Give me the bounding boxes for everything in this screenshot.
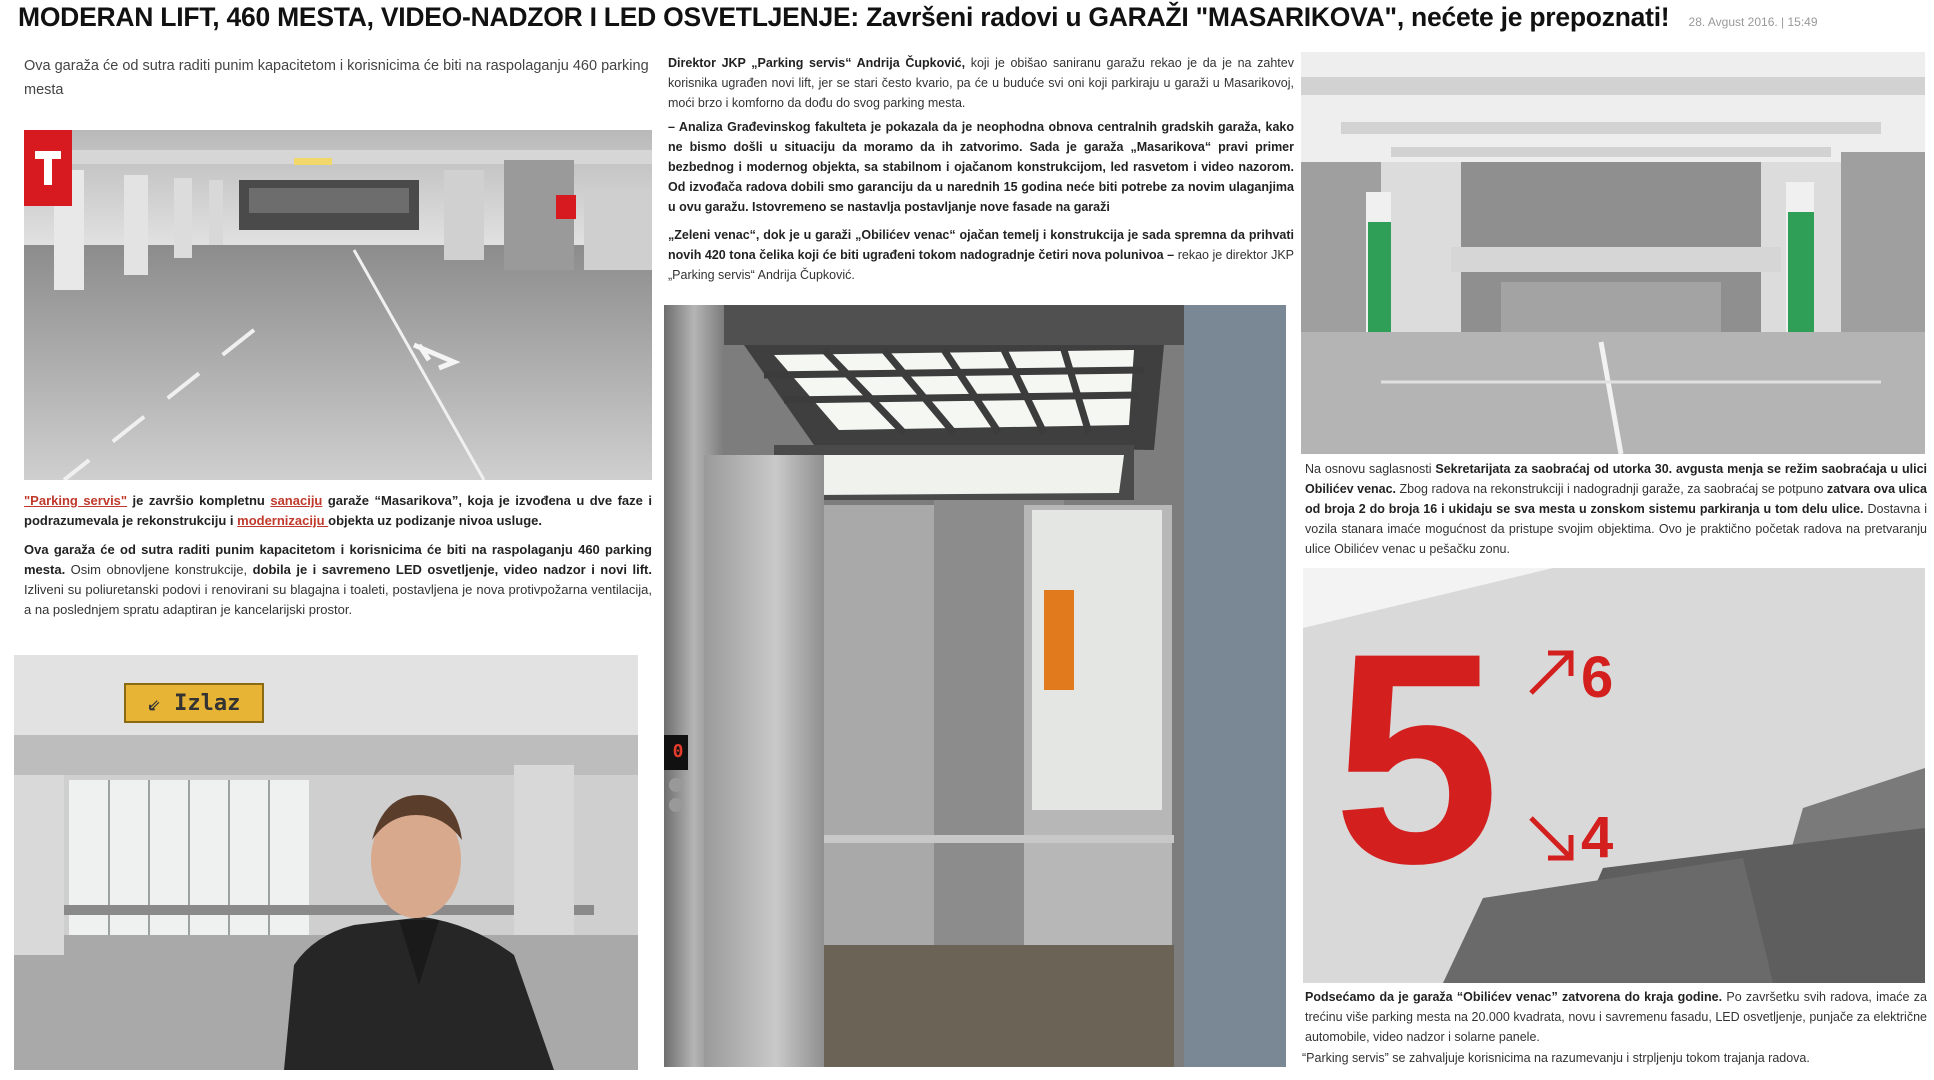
- elevator-photo: [664, 305, 1286, 1067]
- col2-p1-bold: Direktor JKP „Parking servis“ Andrija Čupković,: [668, 56, 966, 70]
- col2-p3-bold: „Zeleni venac“, dok je u garaži „Obilićev venac“ ojačan temelj i konstrukcija je sada spremna da prihvati novih 420 tona čelika koji će biti ugrađeni tokom nadogradnje četiri nova polunivoa –: [668, 228, 1294, 262]
- col1-p1-text: je završio kompletnu: [127, 493, 271, 508]
- exit-sign: ⇙ Izlaz: [124, 683, 264, 723]
- floor-up-6: 6: [1581, 645, 1614, 710]
- col3-p2-bold: Podsećamo da je garaža “Obilićev venac” zatvorena do kraja godine.: [1305, 990, 1723, 1004]
- col3-p1-text1: Na osnovu saglasnosti: [1305, 462, 1436, 476]
- col2-paragraph-3: [668, 225, 1294, 285]
- sanacija-link[interactable]: sanaciju: [270, 493, 323, 508]
- col3-p1-text2: Zbog radova na rekonstrukciji i nadogradnji garaže, za saobraćaj se potpuno: [1396, 482, 1827, 496]
- floor-sign-photo: [1303, 568, 1925, 983]
- col2-p3-text: rekao je direktor JKP „Parking servis“ Andrija Čupković.: [668, 248, 1294, 282]
- telegraf-logo: [24, 130, 72, 206]
- garage-photo-2: [1301, 52, 1925, 454]
- garage-photo-1: [24, 130, 652, 480]
- col3-paragraph-1: [1305, 459, 1927, 559]
- floor-down-4: 4: [1581, 805, 1614, 870]
- col3-paragraph-2: [1305, 987, 1927, 1047]
- parking-servis-link[interactable]: "Parking servis": [24, 493, 128, 508]
- col1-p2-bold2: dobila je i savremeno LED osvetljenje, video nadzor i novi lift.: [252, 562, 652, 577]
- article-lead: Ova garaža će od sutra raditi punim kapacitetom i korisnicima će biti na raspolaganju 460 parking mesta: [24, 58, 649, 98]
- col1-paragraph-1: [24, 491, 652, 531]
- col2-p2-bold: – Analiza Građevinskog fakulteta je pokazala da je neophodna obnova centralnih gradskih garaža, kako ne bismo došli u situaciju da moramo da ih zatvorimo. Sada je garaža „Masarikova“ pravi primer bezbednog i modernog objekta, sa stabilnom i ojačanom konstrukcijom, led rasvetom i video nazorom. Od izvođača radova dobili smo garanciju da u narednih 15 godina neće biti potrebe za novim ulaganjima u ovu garažu. Istovremeno se nastavlja postavljanje nove fasade na garaži: [668, 120, 1294, 214]
- col3-p1-bold1: Sekretarijata za saobraćaj od utorka 30. avgusta menja se režim saobraćaja u ulici Obilićev venac.: [1305, 462, 1927, 496]
- col3-p1-text3: Dostavna i vozila stanara imaće mogućnost da pristupe svojim objektima. Ovo je praktično početak radova na pretvaranju ulice Obilićev venac u pešačku zonu.: [1305, 502, 1927, 556]
- floor-number-5: 5: [1333, 590, 1500, 926]
- col3-p1-bold2: zatvara ova ulica od broja 2 do broja 16 i ukidaju se sva mesta u zonskom sistemu parkiranja u tom delu ulice.: [1305, 482, 1927, 516]
- col1-p1-text3: objekta uz podizanje nivoa usluge.: [328, 513, 542, 528]
- article-title: [18, 2, 1818, 33]
- col1-p2-text2: Izliveni su poliuretanski podovi i renovirani su blagajna i toaleti, postavljena je nova protivpožarna ventilacija, a na poslednjem spratu adaptiran je kancelarijski prostor.: [24, 582, 652, 617]
- col2-p1-text: koji je obišao saniranu garažu rekao je da je na zahtev korisnika ugrađen novi lift, jer se stari često kvario, pa će u buduće svi oni koji parkiraju u garaži u Masarikovoj, moći brzo i komforno da dođu do svog parking mesta.: [668, 56, 1294, 110]
- modernizacija-link[interactable]: modernizaciju: [237, 513, 329, 528]
- col2-paragraph-1: [668, 53, 1294, 113]
- col2-text: [668, 53, 1294, 285]
- col2-paragraph-2: [668, 117, 1294, 217]
- col1-text: [24, 491, 652, 620]
- col3-paragraph-3: “Parking servis” se zahvaljuje korisnicima na razumevanju i strpljenju tokom trajanja radova.: [1302, 1051, 1810, 1065]
- col1-p2-text1: Osim obnovljene konstrukcije,: [65, 562, 253, 577]
- director-photo: [14, 655, 638, 1070]
- title-text: MODERAN LIFT, 460 MESTA, VIDEO-NADZOR I LED OSVETLJENJE: Završeni radovi u GARAŽI "MASARIKOVA", nećete je prepoznati!: [18, 2, 1670, 32]
- col1-p2-bold1: Ova garaža će od sutra raditi punim kapacitetom i korisnicima će biti na raspolaganju 460 parking mesta.: [24, 542, 652, 577]
- col1-paragraph-2: [24, 540, 652, 620]
- elevator-floor-display: 0: [672, 741, 684, 762]
- col3-p2-text: Po završetku svih radova, imaće za trećinu više parking mesta na 20.000 kvadrata, novu i savremenu fasadu, LED osvetljenje, punjače za električne automobile, video nadzor i solarne panele.: [1305, 990, 1927, 1044]
- article-date: 28. Avgust 2016. | 15:49: [1688, 15, 1818, 29]
- col1-p1-text2: garaže “Masarikova”, koja je izvođena u dve faze i podrazumevala je rekonstrukciju i: [24, 493, 652, 528]
